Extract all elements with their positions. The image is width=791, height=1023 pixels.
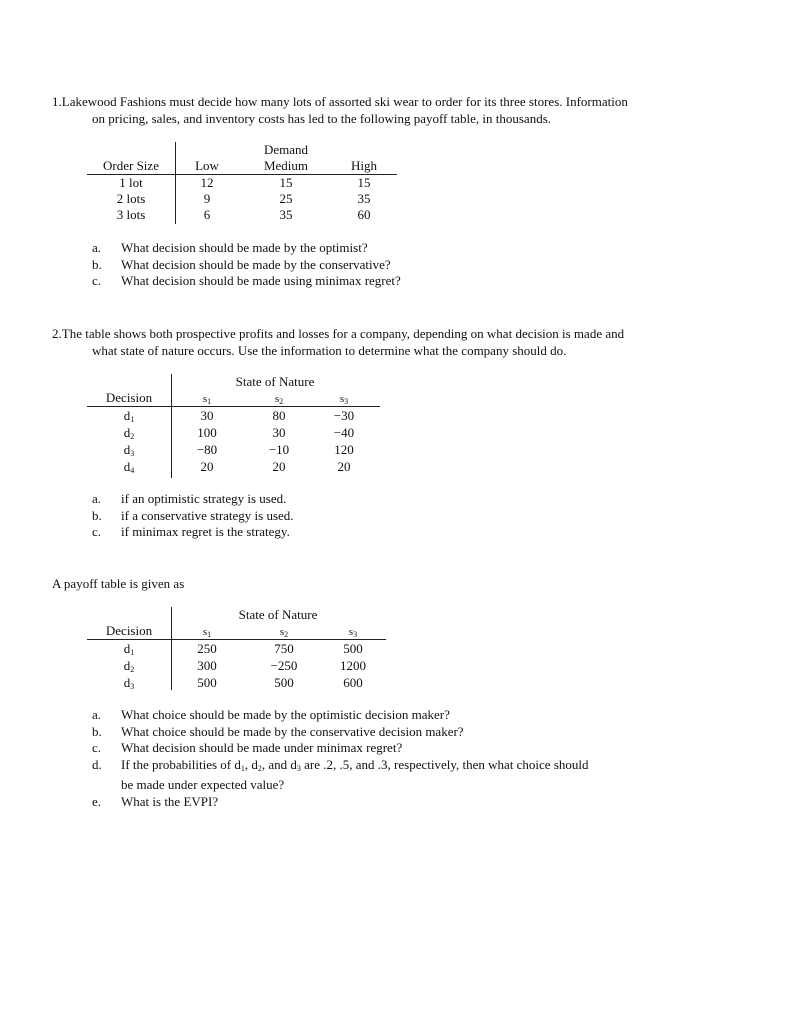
table-cell: 20 [272,459,286,474]
list-item: c. What decision should be made under minimax regret? [92,740,403,755]
table-cell: −10 [268,442,290,457]
table-cell: 500 [274,675,294,690]
q3-header-rule [87,639,386,640]
list-item-continuation: be made under expected value? [121,777,285,792]
table-cell: −40 [333,425,355,440]
table-cell: −80 [196,442,218,457]
table-cell: 500 [197,675,217,690]
q1-col-low: Low [195,158,219,173]
row-label: 1 lot [119,175,143,190]
q3-col-s1: s1 [202,626,212,639]
q2-header-rule [87,406,380,407]
table-cell: 1200 [340,658,366,673]
q2-column-divider [171,374,172,478]
list-item: a. if an optimistic strategy is used. [92,491,287,506]
q2-row-header: Decision [105,390,153,405]
table-cell: −250 [270,658,298,673]
q2-subquestions [92,491,294,541]
row-label: d4 [123,459,135,475]
q2-col-s1: s1 [202,393,212,406]
q3-row-header: Decision [105,623,153,638]
row-label: d2 [123,425,135,441]
q1-row-header: Order Size [103,158,159,173]
q2-group-header: State of Nature [235,374,315,389]
table-cell: 6 [203,207,211,222]
q2-prompt [52,325,712,359]
list-item: e. What is the EVPI? [92,793,219,809]
q2-col-s3: s3 [339,393,349,406]
q3-col-s2: s2 [279,626,289,639]
table-cell: 30 [272,425,286,440]
row-label: 3 lots [116,207,146,222]
table-cell: 60 [357,207,371,222]
list-item: b. if a conservative strategy is used. [92,507,294,523]
q3-col-s3: s3 [348,626,358,639]
row-label: d2 [123,658,135,674]
table-cell: 20 [200,459,214,474]
q3-group-header: State of Nature [238,607,318,622]
table-cell: 30 [200,408,214,423]
q1-col-high: High [351,158,377,173]
table-cell: 500 [343,641,363,656]
table-cell: 750 [274,641,294,656]
list-item: b. What decision should be made by the conservative? [92,256,391,272]
q2-prompt-line1: 2.The table shows both prospective profits and losses for a company, depending on what decision is made and [52,326,625,341]
table-cell: 35 [357,191,371,206]
table-cell: 12 [200,175,214,190]
table-cell: 250 [197,641,217,656]
list-item: a. What decision should be made by the optimist? [92,240,368,255]
q1-subquestions [92,240,401,290]
q1-column-divider [175,142,176,224]
table-cell: 15 [279,175,293,190]
table-cell: 20 [337,459,351,474]
q3-column-divider [171,607,172,690]
table-cell: 120 [334,442,354,457]
q3-subquestions [92,707,588,810]
table-cell: −30 [333,408,355,423]
table-cell: 15 [357,175,371,190]
row-label: d1 [123,408,135,424]
table-cell: 300 [197,658,217,673]
table-cell: 600 [343,675,363,690]
list-item: c. What decision should be made using minimax regret? [92,273,401,288]
list-item: d. If the probabilities of d1, d2, and d3 are .2, .5, and .3, respectively, then what choice should [92,756,589,773]
row-label: d3 [123,442,135,458]
list-item: a. What choice should be made by the optimistic decision maker? [92,707,450,722]
table-cell: 80 [272,408,286,423]
table-cell: 35 [279,207,293,222]
q2-col-s2: s2 [274,393,284,406]
q1-prompt-line2: on pricing, sales, and inventory costs has led to the following payoff table, in thousands. [92,111,552,126]
table-cell: 25 [279,191,293,206]
q1-group-header: Demand [263,142,309,157]
q2-prompt-line2: what state of nature occurs. Use the information to determine what the company should do. [92,343,567,358]
list-item: b. What choice should be made by the conservative decision maker? [92,723,464,739]
q1-col-medium: Medium [263,158,309,173]
q1-prompt-line1: 1.Lakewood Fashions must decide how many lots of assorted ski wear to order for its three stores. Information [52,94,628,109]
row-label: d1 [123,641,135,657]
row-label: 2 lots [116,191,146,206]
list-item: c. if minimax regret is the strategy. [92,524,290,539]
table-cell: 9 [203,191,211,206]
q3-intro: A payoff table is given as [52,576,185,591]
table-cell: 100 [197,425,217,440]
q1-prompt [52,93,712,127]
row-label: d3 [123,675,135,691]
